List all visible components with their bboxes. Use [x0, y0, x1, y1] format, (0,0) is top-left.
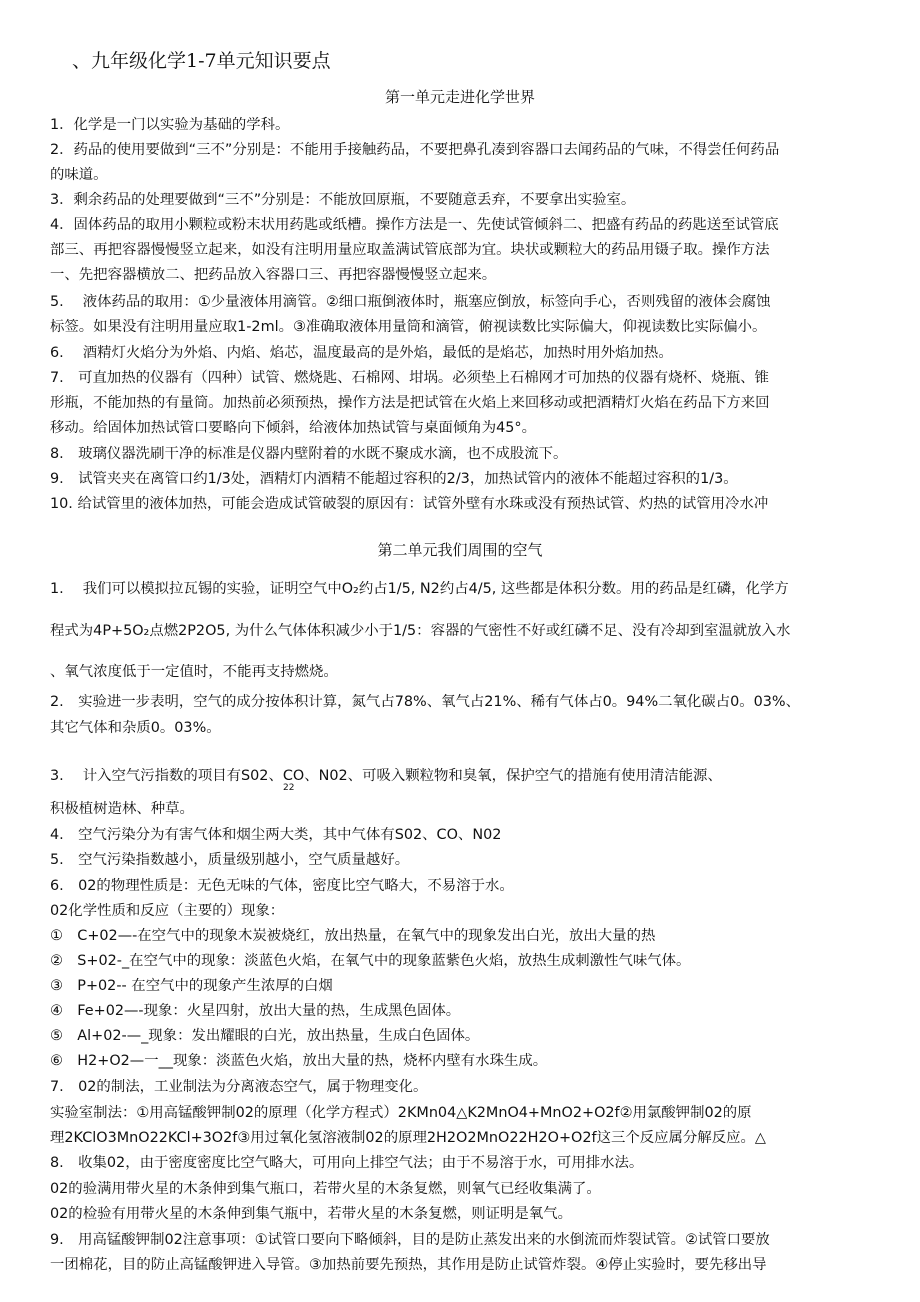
unit2-line: 3. 计入空气污指数的项目有S02、CO、N02、可吸入颗粒物和臭氧，保护空气的措施有使用清洁能源、	[50, 768, 722, 784]
unit1-line: 标签。如果没有注明用量应取1-2ml。③准确取液体用量筒和滴管，俯视读数比实际偏大，仰视读数比实际偏小。	[50, 319, 767, 335]
unit1-line: 2．药品的使用要做到“三不”分别是：不能用手接触药品，不要把鼻孔凑到容器口去闻药品的气味，不得尝任何药品	[50, 142, 780, 158]
unit2-line: 积极植树造林、种草。	[50, 801, 194, 817]
unit1-line: 5. 液体药品的取用：①少量液体用滴管。②细口瓶倒液体时，瓶塞应倒放，标签向手心，否则残留的液体会腐蚀	[50, 294, 771, 310]
unit1-line: 部三、再把容器慢慢竖立起来，如没有注明用量应取盖满试管底部为宜。块状或颗粒大的药品用镊子取。操作方法	[50, 242, 770, 258]
unit2-line: ④ Fe+02—-现象：火星四射，放出大量的热，生成黑色固体。	[50, 1003, 461, 1019]
unit1-line: 9. 试管夹夹在离管口约1/3处，酒精灯内酒精不能超过容积的2/3，加热试管内的液体不能超过容积的1/3。	[50, 471, 738, 487]
unit2-line: ⑤ Al+02-—_现象：发出耀眼的白光，放出热量，生成白色固体。	[50, 1028, 480, 1044]
unit2-line: 、氧气浓度低于一定值时，不能再支持燃烧。	[50, 664, 338, 680]
unit1-heading: 第一单元走进化学世界	[384, 88, 535, 106]
unit1-line: 形瓶，不能加热的有量筒。加热前必须预热，操作方法是把试管在火焰上来回移动或把酒精灯火焰在药品下方来回	[50, 395, 770, 411]
unit2-line: 02的检验有用带火星的木条伸到集气瓶中，若带火星的木条复燃，则证明是氧气。	[50, 1206, 572, 1222]
unit2-line: ⑥ H2+O2—一__现象：淡蓝色火焰，放出大量的热，烧杯内壁有水珠生成。	[50, 1053, 548, 1069]
unit2-line: 理2KClO3MnO22KCl+3O2f③用过氧化氢溶液制02的原理2H2O2MnO22H2O+O2f这三个反应属分解反应。△	[50, 1130, 766, 1146]
unit2-line: 2. 实验进一步表明，空气的成分按体积计算，氮气占78%、氧气占21%、稀有气体占0。94%二氧化碳占0。03%、	[50, 694, 801, 710]
unit2-line: 6. 02的物理性质是：无色无味的气体，密度比空气略大，不易溶于水。	[50, 878, 514, 894]
unit2-line: ③ P+02-- 在空气中的现象产生浓厚的白烟	[50, 978, 333, 994]
unit1-line: 7. 可直加热的仪器有（四种）试管、燃烧匙、石棉网、坩埚。必须垫上石棉网才可加热的仪器有烧杯、烧瓶、锥	[50, 370, 769, 386]
unit1-line: 移动。给固体加热试管口要略向下倾斜，给液体加热试管与桌面倾角为45°。	[50, 420, 537, 436]
unit2-line: 9. 用高锰酸钾制02注意事项：①试管口要向下略倾斜，目的是防止蒸发出来的水倒流而炸裂试管。②试管口要放	[50, 1232, 770, 1248]
unit2-line: 5. 空气污染指数越小，质量级别越小，空气质量越好。	[50, 852, 410, 868]
unit1-line: 4．固体药品的取用小颗粒或粉末状用药匙或纸槽。操作方法是一、先使试管倾斜二、把盛有药品的药匙送至试管底	[50, 217, 779, 233]
page-title: 、九年级化学1-7单元知识要点	[72, 50, 331, 72]
unit1-line: 1．化学是一门以实验为基础的学科。	[50, 117, 290, 133]
unit1-line: 8. 玻璃仪器洗刷干净的标准是仪器内壁附着的水既不聚成水滴，也不成股流下。	[50, 446, 568, 462]
unit2-line: 4. 空气污染分为有害气体和烟尘两大类，其中气体有S02、CO、N02	[50, 827, 502, 843]
unit2-line: 8. 收集02，由于密度密度比空气略大，可用向上排空气法；由于不易溶于水，可用排水法。	[50, 1155, 644, 1171]
unit2-line: ② S+02-_在空气中的现象：淡蓝色火焰，在氧气中的现象蓝紫色火焰，放热生成刺激性气味气体。	[50, 953, 691, 969]
unit1-line: 的味道。	[50, 167, 108, 183]
unit2-line: 其它气体和杂质0。03%。	[50, 720, 221, 736]
unit2-line: 02化学性质和反应（主要的）现象：	[50, 903, 285, 919]
unit1-line: 6. 酒精灯火焰分为外焰、内焰、焰芯，温度最高的是外焰，最低的是焰芯，加热时用外焰加热。	[50, 345, 673, 361]
unit1-line: 10. 给试管里的液体加热，可能会造成试管破裂的原因有：试管外壁有水珠或没有预热试管、灼热的试管用冷水冲	[50, 496, 769, 512]
unit2-line: 一团棉花，目的防止高锰酸钾进入导管。③加热前要先预热，其作用是防止试管炸裂。④停止实验时，要先移出导	[50, 1257, 767, 1273]
unit2-line: 02的验满用带火星的木条伸到集气瓶口，若带火星的木条复燃，则氧气已经收集满了。	[50, 1181, 601, 1197]
unit2-line: 程式为4P+5O₂点燃2P2O5, 为什么气体体积减少小于1/5：容器的气密性不好或红磷不足、没有冷却到室温就放入水	[50, 623, 791, 639]
unit2-line: 7. 02的制法，工业制法为分离液态空气，属于物理变化。	[50, 1079, 428, 1095]
unit1-line: 3．剩余药品的处理要做到“三不”分别是：不能放回原瓶，不要随意丢弃，不要拿出实验室。	[50, 192, 636, 208]
unit2-line: ① C+02—-在空气中的现象木炭被烧红，放出热量，在氧气中的现象发出白光，放出大量的热	[50, 928, 656, 944]
unit2-line: 实验室制法：①用高锰酸钾制02的原理（化学方程式）2KMn04△K2MnO4+MnO2+O2f②用氯酸钾制02的原	[50, 1105, 752, 1121]
stray-subscript-mark: 22	[283, 783, 295, 793]
unit2-line: 1. 我们可以模拟拉瓦锡的实验，证明空气中O₂约占1/5, N2约占4/5, 这些都是体积分数。用的药品是红磷，化学方	[50, 581, 789, 597]
unit2-heading: 第二单元我们周围的空气	[377, 541, 543, 559]
unit1-line: 一、先把容器横放二、把药品放入容器口三、再把容器慢慢竖立起来。	[50, 267, 497, 283]
